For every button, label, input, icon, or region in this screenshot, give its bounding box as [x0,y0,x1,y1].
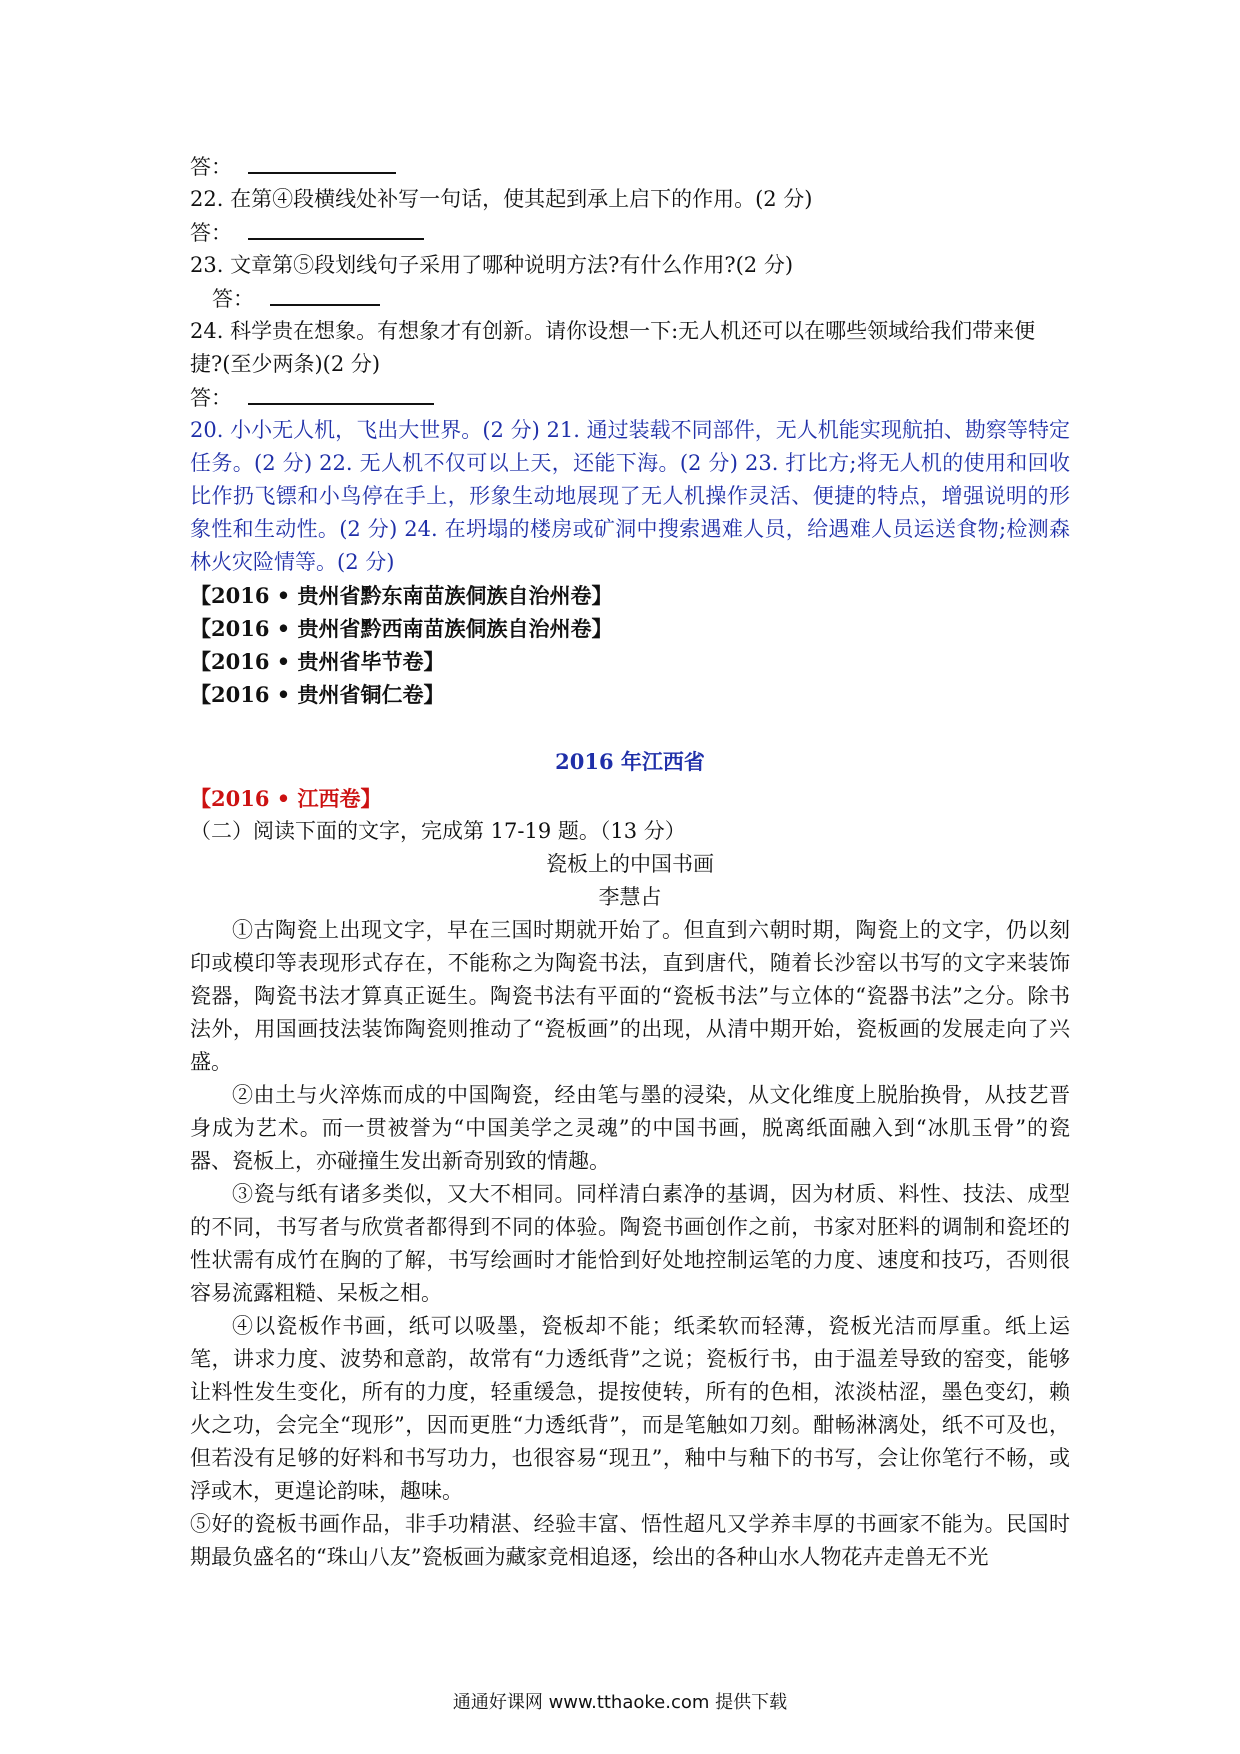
reading-intro: （二）阅读下面的文字，完成第 17-19 题。（13 分） [190,819,686,843]
article-author: 李慧占 [598,885,662,909]
question-24-line2: 捷?(至少两条)(2 分) [190,352,381,376]
exam-header-qiandongnan: 【2016 • 贵州省黔东南苗族侗族自治州卷】 [190,583,613,608]
article-title: 瓷板上的中国书画 [546,852,714,876]
answer-label: 答： [190,221,232,245]
q24-answer-line [190,381,1070,414]
exam-header-tongren: 【2016 • 贵州省铜仁卷】 [190,682,445,707]
answer-label: 答： [190,155,232,179]
page-footer: 通通好课网 www.tthaoke.com 提供下载 [452,1692,788,1713]
answer-blank [248,150,396,174]
answer-blank [248,216,424,240]
article-paragraph-1: ①古陶瓷上出现文字，早在三国时期就开始了。但直到六朝时期，陶瓷上的文字，仍以刻印或模印等表现形式存在，不能称之为陶瓷书法，直到唐代，随着长沙窑以书写的文字来装饰瓷器，陶瓷书法才算真正诞生。陶瓷书法有平面的“瓷板书法”与立体的“瓷器书法”之分。除书法外，用国画技法装饰陶瓷则推动了“瓷板画”的出现，从清中期开始，瓷板画的发展走向了兴盛。 [190,918,1070,1074]
question-23: 23. 文章第⑤段划线句子采用了哪种说明方法?有什么作用?(2 分) [190,253,794,277]
article-paragraph-4: ④以瓷板作书画，纸可以吸墨，瓷板却不能；纸柔软而轻薄，瓷板光洁而厚重。纸上运笔，讲求力度、波势和意韵，故常有“力透纸背”之说；瓷板行书，由于温差导致的窑变，能够让料性发生变化，所有的力度，轻重缓急，提按使转，所有的色相，浓淡枯涩，墨色变幻，赖火之功，会完全“现形”，因而更胜“力透纸背”，而是笔触如刀刻。酣畅淋漓处，纸不可及也，但若没有足够的好料和书写功力，也很容易“现丑”，釉中与釉下的书写，会让你笔行不畅，或浮或木，更遑论韵味，趣味。 [190,1314,1070,1503]
article-paragraph-2: ②由土与火淬炼而成的中国陶瓷，经由笔与墨的浸染，从文化维度上脱胎换骨，从技艺晋身成为艺术。而一贯被誉为“中国美学之灵魂”的中国书画，脱离纸面融入到“冰肌玉骨”的瓷器、瓷板上，亦碰撞生发出新奇别致的情趣。 [190,1083,1070,1173]
article-paragraph-5: ⑤好的瓷板书画作品，非手功精湛、经验丰富、悟性超凡又学养丰厚的书画家不能为。民国时期最负盛名的“珠山八友”瓷板画为藏家竞相追逐，绘出的各种山水人物花卉走兽无不光 [190,1512,1070,1569]
jiangxi-exam-header: 【2016 • 江西卷】 [190,786,382,811]
q23-answer-line [190,282,1070,315]
q21-answer-line [190,150,1070,183]
exam-header-bijie: 【2016 • 贵州省毕节卷】 [190,649,445,674]
answer-label: 答： [212,287,254,311]
q22-answer-line [190,216,1070,249]
question-24-line1: 24. 科学贵在想象。有想象才有创新。请你设想一下:无人机还可以在哪些领域给我们带来便 [190,319,1036,343]
question-22: 22. 在第④段横线处补写一句话，使其起到承上启下的作用。(2 分) [190,187,813,211]
exam-header-qianxinan: 【2016 • 贵州省黔西南苗族侗族自治州卷】 [190,616,613,641]
answer-blank [248,381,434,405]
answer-key: 20. 小小无人机，飞出大世界。(2 分) 21. 通过装载不同部件，无人机能实现航拍、勘察等特定任务。(2 分) 22. 无人机不仅可以上天，还能下海。(2 分) 23. 打比方;将无人机的使用和回收比作扔飞镖和小鸟停在手上，形象生动地展现了无人机操作灵活、便捷的特点，增强说明的形象性和生动性。(2 分) 24. 在坍塌的楼房或矿洞中搜索遇难人员，给遇难人员运送食物;检测森林火灾险情等。(2 分) [190,418,1070,574]
document-content [190,150,1070,1574]
answer-blank [270,282,380,306]
article-paragraph-3: ③瓷与纸有诸多类似，又大不相同。同样清白素净的基调，因为材质、料性、技法、成型的不同，书写者与欣赏者都得到不同的体验。陶瓷书画创作之前，书家对胚料的调制和瓷坯的性状需有成竹在胸的了解，书写绘画时才能恰到好处地控制运笔的力度、速度和技巧，否则很容易流露粗糙、呆板之相。 [190,1182,1070,1305]
section-title: 2016 年江西省 [555,749,705,774]
answer-label: 答： [190,386,232,410]
